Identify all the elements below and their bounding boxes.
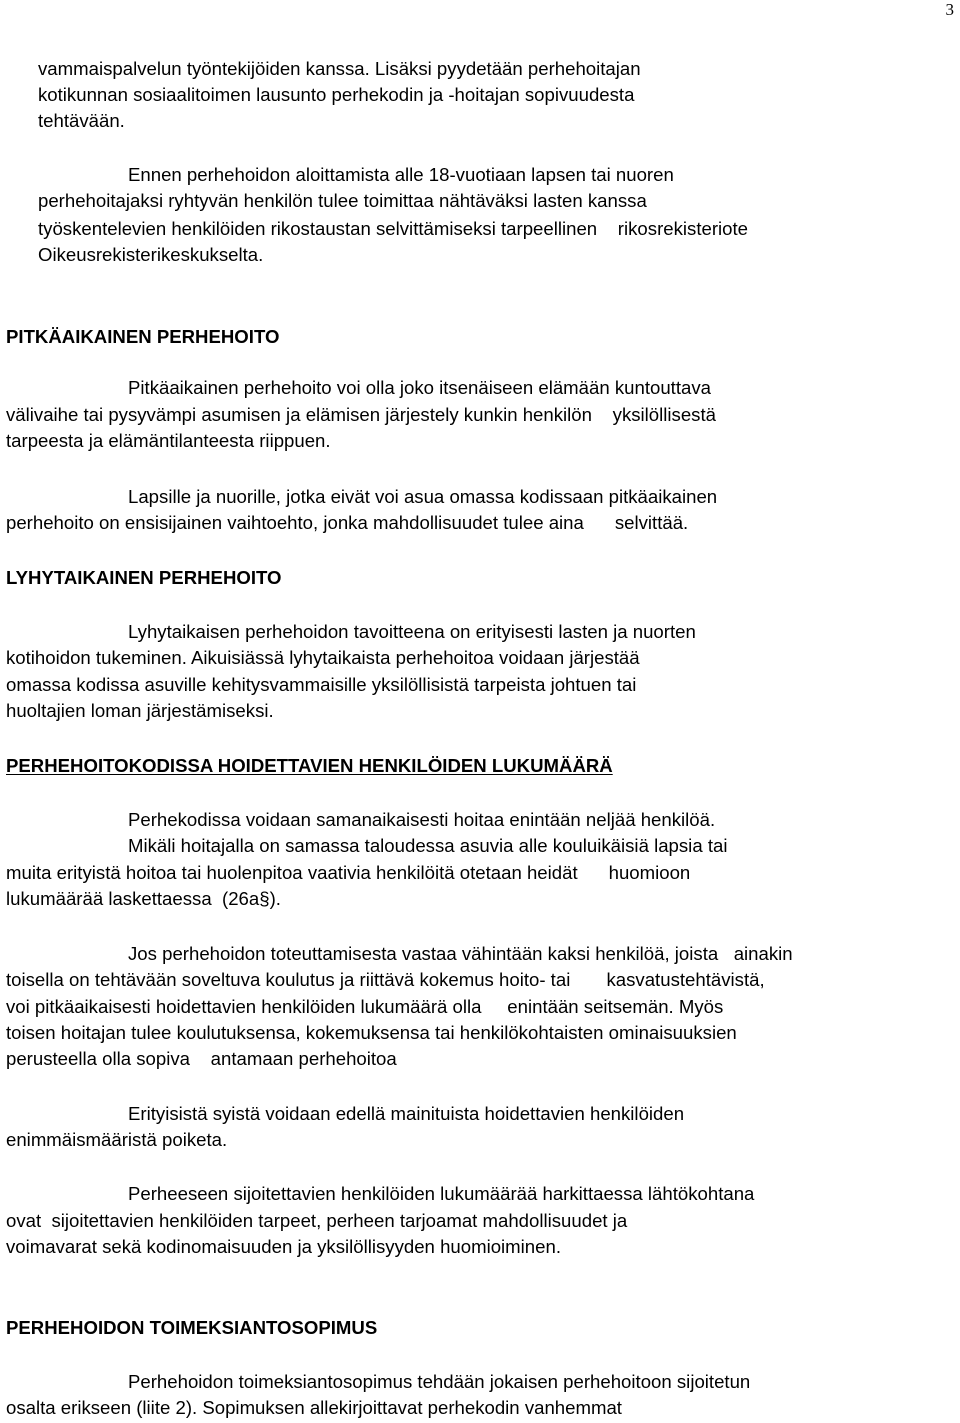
text-line: toisella on tehtävään soveltuva koulutus ja riittävä kokemus hoito- tai kasvatustehtävistä, — [6, 969, 765, 990]
text-line: omassa kodissa asuville kehitysvammaisille yksilöllisistä tarpeista johtuen tai — [6, 674, 637, 695]
text-line: perhehoito on ensisijainen vaihtoehto, jonka mahdollisuudet tulee aina selvittää. — [6, 512, 689, 533]
text-line: Lyhytaikaisen perhehoidon tavoitteena on erityisesti lasten ja nuorten — [128, 621, 696, 642]
text-line: toisen hoitajan tulee koulutuksensa, kokemuksensa tai henkilökohtaisten ominaisuuksien — [6, 1022, 737, 1043]
text-line: huoltajien loman järjestämiseksi. — [6, 700, 274, 721]
text-line: voi pitkäaikaisesti hoidettavien henkilöiden lukumäärä olla enintään seitsemän. Myös — [6, 996, 724, 1017]
text-line: Perhekodissa voidaan samanaikaisesti hoitaa enintään neljää henkilöä. — [128, 809, 716, 830]
text-line: Erityisistä syistä voidaan edellä mainituista hoidettavien henkilöiden — [128, 1103, 685, 1124]
text-line: kotikunnan sosiaalitoimen lausunto perhekodin ja -hoitajan sopivuudesta — [38, 84, 635, 105]
text-line: Perheeseen sijoitettavien henkilöiden lukumäärää harkittaessa lähtökohtana — [128, 1183, 755, 1204]
text-line: Oikeusrekisterikeskukselta. — [38, 244, 264, 265]
text-line: Perhehoidon toimeksiantosopimus tehdään jokaisen perhehoitoon sijoitetun — [128, 1371, 751, 1392]
text-line: lukumäärää laskettaessa (26a§). — [6, 888, 281, 909]
text-line: Pitkäaikainen perhehoito voi olla joko itsenäiseen elämään kuntouttava — [128, 377, 711, 398]
text-line: Jos perhehoidon toteuttamisesta vastaa vähintään kaksi henkilöä, joista ainakin — [128, 943, 793, 964]
text-line: Mikäli hoitajalla on samassa taloudessa asuvia alle kouluikäisiä lapsia tai — [128, 835, 728, 856]
text-line: muita erityistä hoitoa tai huolenpitoa vaativia henkilöitä otetaan heidät huomioon — [6, 862, 691, 883]
text-line: osalta erikseen (liite 2). Sopimuksen allekirjoittavat perhekodin vanhemmat — [6, 1397, 622, 1418]
section-heading: LYHYTAIKAINEN PERHEHOITO — [6, 567, 282, 588]
text-line: työskentelevien henkilöiden rikostaustan selvittämiseksi tarpeellinen rikosrekisteriote — [38, 218, 749, 239]
text-line: tarpeesta ja elämäntilanteesta riippuen. — [6, 430, 331, 451]
text-line: vammaispalvelun työntekijöiden kanssa. Lisäksi pyydetään perhehoitajan — [38, 58, 641, 79]
section-heading: PERHEHOIDON TOIMEKSIANTOSOPIMUS — [6, 1317, 378, 1338]
text-line: välivaihe tai pysyvämpi asumisen ja elämisen järjestely kunkin henkilön yksilöllisestä — [6, 404, 716, 425]
text-line: Ennen perhehoidon aloittamista alle 18-vuotiaan lapsen tai nuoren — [128, 164, 674, 185]
page-number: 3 — [945, 0, 954, 19]
text-line: Lapsille ja nuorille, jotka eivät voi asua omassa kodissaan pitkäaikainen — [128, 486, 718, 507]
text-line: ovat sijoitettavien henkilöiden tarpeet, perheen tarjoamat mahdollisuudet ja — [6, 1210, 628, 1231]
text-line: tehtävään. — [38, 110, 125, 131]
text-line: enimmäismääristä poiketa. — [6, 1129, 228, 1150]
text-line: perhehoitajaksi ryhtyvän henkilön tulee toimittaa nähtäväksi lasten kanssa — [38, 190, 647, 211]
text-line: kotihoidon tukeminen. Aikuisiässä lyhytaikaista perhehoitoa voidaan järjestää — [6, 647, 640, 668]
section-heading: PITKÄAIKAINEN PERHEHOITO — [6, 326, 280, 347]
text-line: perusteella olla sopiva antamaan perhehoitoa — [6, 1048, 397, 1069]
section-heading: PERHEHOITOKODISSA HOIDETTAVIEN HENKILÖIDEN LUKUMÄÄRÄ — [6, 755, 613, 776]
text-line: voimavarat sekä kodinomaisuuden ja yksilöllisyyden huomioiminen. — [6, 1236, 561, 1257]
